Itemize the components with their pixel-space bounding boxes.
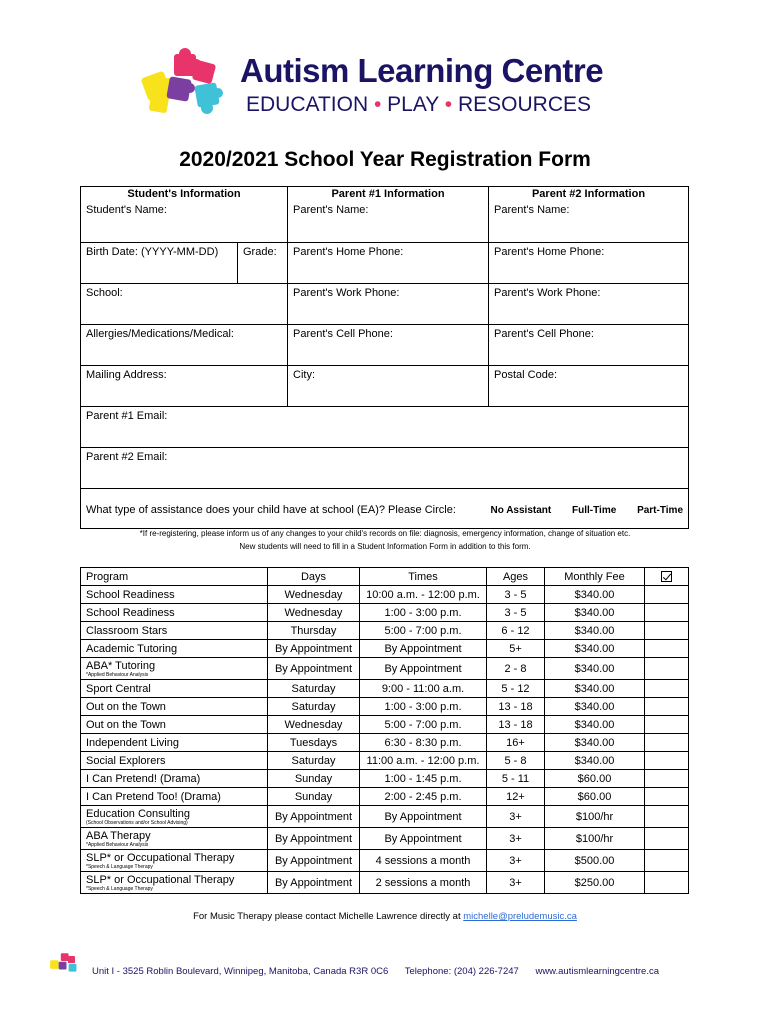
program-cell (81, 622, 268, 640)
program-cell (81, 828, 268, 850)
program-days: Saturday (268, 698, 360, 716)
program-ages: 12+ (487, 788, 545, 806)
ea-question: What type of assistance does your child have at school (EA)? Please Circle: (86, 504, 456, 516)
programs-table (80, 567, 689, 894)
grade-field[interactable]: Grade: (238, 242, 288, 283)
allergies-field[interactable]: Allergies/Medications/Medical: (81, 324, 288, 365)
program-name: Out on the Town (86, 700, 166, 713)
postal-code-field[interactable]: Postal Code: (489, 365, 689, 406)
program-fee: $60.00 (545, 788, 645, 806)
program-times: By Appointment (360, 828, 487, 850)
program-cell (81, 586, 268, 604)
tagline-separator: • (373, 93, 382, 116)
header-ages: Ages (487, 568, 545, 586)
tagline-education: EDUCATION (246, 93, 369, 116)
program-fee: $340.00 (545, 622, 645, 640)
program-row (81, 850, 689, 872)
program-row (81, 698, 689, 716)
program-ages: 5 - 11 (487, 770, 545, 788)
program-select-checkbox[interactable] (645, 806, 689, 828)
header-checkbox (645, 568, 689, 586)
program-days: Saturday (268, 680, 360, 698)
program-ages: 5 - 8 (487, 752, 545, 770)
program-name: Academic Tutoring (86, 642, 178, 655)
program-row (81, 604, 689, 622)
program-name: Sport Central (86, 682, 151, 695)
program-ages: 13 - 18 (487, 716, 545, 734)
program-days: Saturday (268, 752, 360, 770)
program-select-checkbox[interactable] (645, 770, 689, 788)
header-program: Program (81, 568, 268, 586)
school-field[interactable]: School: (81, 283, 288, 324)
program-fee: $340.00 (545, 680, 645, 698)
footer-address: Unit I - 3525 Roblin Boulevard, Winnipeg, Manitoba, Canada R3R 0C6 (92, 966, 389, 977)
program-name: ABA Therapy (86, 829, 151, 842)
program-select-checkbox[interactable] (645, 658, 689, 680)
program-days: By Appointment (268, 658, 360, 680)
program-row (81, 806, 689, 828)
header-days: Days (268, 568, 360, 586)
program-footnote: *Applied Behaviour Analysis (86, 671, 149, 678)
program-name: School Readiness (86, 588, 175, 601)
program-ages: 2 - 8 (487, 658, 545, 680)
program-days: By Appointment (268, 828, 360, 850)
program-select-checkbox[interactable] (645, 698, 689, 716)
footer-puzzle-logo-icon (48, 951, 80, 976)
program-times: 11:00 a.m. - 12:00 p.m. (360, 752, 487, 770)
program-days: Wednesday (268, 604, 360, 622)
tagline-play: PLAY (387, 93, 439, 116)
program-fee: $340.00 (545, 734, 645, 752)
program-row (81, 658, 689, 680)
program-fee: $340.00 (545, 658, 645, 680)
student-name-field[interactable]: Student's Name: (81, 201, 288, 242)
program-select-checkbox[interactable] (645, 828, 689, 850)
program-fee: $340.00 (545, 640, 645, 658)
program-times: 1:00 - 3:00 p.m. (360, 604, 487, 622)
program-times: 4 sessions a month (360, 850, 487, 872)
program-name: SLP* or Occupational Therapy (86, 873, 235, 886)
program-select-checkbox[interactable] (645, 734, 689, 752)
ea-option-part-time[interactable]: Part-Time (637, 505, 684, 516)
student-section-header: Student's Information (81, 187, 288, 202)
parent2-work-phone-field[interactable]: Parent's Work Phone: (489, 283, 689, 324)
program-select-checkbox[interactable] (645, 850, 689, 872)
program-row (81, 622, 689, 640)
program-times: 10:00 a.m. - 12:00 p.m. (360, 586, 487, 604)
checkbox-checked-icon (661, 571, 672, 582)
program-cell (81, 716, 268, 734)
header-monthly-fee: Monthly Fee (545, 568, 645, 586)
program-ages: 5+ (487, 640, 545, 658)
program-cell (81, 752, 268, 770)
program-fee: $340.00 (545, 716, 645, 734)
parent1-home-phone-field[interactable]: Parent's Home Phone: (288, 242, 489, 283)
program-days: By Appointment (268, 850, 360, 872)
program-days: By Appointment (268, 640, 360, 658)
program-ages: 3 - 5 (487, 586, 545, 604)
program-row (81, 770, 689, 788)
program-fee: $340.00 (545, 604, 645, 622)
header-times: Times (360, 568, 487, 586)
program-row (81, 716, 689, 734)
program-select-checkbox[interactable] (645, 640, 689, 658)
program-days: Wednesday (268, 716, 360, 734)
program-ages: 16+ (487, 734, 545, 752)
music-therapy-text: For Music Therapy please contact Michelle Lawrence directly at (193, 911, 461, 922)
program-name: I Can Pretend! (Drama) (86, 772, 201, 785)
program-row (81, 586, 689, 604)
program-select-checkbox[interactable] (645, 716, 689, 734)
program-ages: 13 - 18 (487, 698, 545, 716)
program-times: 5:00 - 7:00 p.m. (360, 622, 487, 640)
program-ages: 5 - 12 (487, 680, 545, 698)
program-cell (81, 872, 268, 894)
program-days: Sunday (268, 770, 360, 788)
program-cell (81, 604, 268, 622)
program-fee: $340.00 (545, 752, 645, 770)
footer-contact (92, 966, 673, 977)
program-name: SLP* or Occupational Therapy (86, 851, 235, 864)
program-fee: $340.00 (545, 586, 645, 604)
program-days: Tuesdays (268, 734, 360, 752)
program-times: 1:00 - 1:45 p.m. (360, 770, 487, 788)
brand-name: Autism Learning Centre (240, 52, 604, 89)
program-fee: $60.00 (545, 770, 645, 788)
program-times: By Appointment (360, 806, 487, 828)
program-days: Sunday (268, 788, 360, 806)
program-select-checkbox[interactable] (645, 622, 689, 640)
program-cell (81, 658, 268, 680)
program-cell (81, 680, 268, 698)
program-cell (81, 734, 268, 752)
program-select-checkbox[interactable] (645, 752, 689, 770)
program-fee: $100/hr (545, 828, 645, 850)
registration-table (80, 186, 689, 529)
program-ages: 6 - 12 (487, 622, 545, 640)
program-footnote: *Speech & Language Therapy (86, 863, 153, 870)
program-fee: $500.00 (545, 850, 645, 872)
program-ages: 3+ (487, 828, 545, 850)
program-times: 9:00 - 11:00 a.m. (360, 680, 487, 698)
program-fee: $100/hr (545, 806, 645, 828)
parent1-email-field[interactable]: Parent #1 Email: (81, 406, 689, 447)
tagline-separator: • (444, 93, 453, 116)
program-name: School Readiness (86, 606, 175, 619)
music-therapy-email-link[interactable]: michelle@preludemusic.ca (463, 911, 577, 922)
program-days: By Appointment (268, 872, 360, 894)
program-select-checkbox[interactable] (645, 586, 689, 604)
parent2-cell-phone-field[interactable]: Parent's Cell Phone: (489, 324, 689, 365)
program-ages: 3+ (487, 850, 545, 872)
program-row (81, 872, 689, 894)
program-footnote: *Applied Behaviour Analysis (86, 841, 149, 848)
program-ages: 3+ (487, 806, 545, 828)
parent2-section-header: Parent #2 Information (489, 187, 689, 202)
program-name: ABA* Tutoring (86, 659, 156, 672)
reregister-note: *If re-registering, please inform us of any changes to your child's records on file: diagnosis, emergency information, change of situation etc. (139, 529, 631, 538)
program-times: By Appointment (360, 658, 487, 680)
program-cell (81, 770, 268, 788)
program-name: Education Consulting (86, 807, 190, 820)
program-name: Social Explorers (86, 754, 166, 767)
program-select-checkbox[interactable] (645, 680, 689, 698)
program-footnote: *Speech & Language Therapy (86, 885, 153, 892)
program-times: By Appointment (360, 640, 487, 658)
program-row (81, 640, 689, 658)
ea-question-row (81, 488, 689, 528)
puzzle-logo-icon (138, 48, 228, 118)
program-ages: 3 - 5 (487, 604, 545, 622)
program-days: By Appointment (268, 806, 360, 828)
program-select-checkbox[interactable] (645, 788, 689, 806)
ea-option-no-assistant[interactable]: No Assistant (490, 505, 552, 516)
program-row (81, 734, 689, 752)
parent1-name-field[interactable]: Parent's Name: (288, 201, 489, 242)
brand-tagline (246, 93, 591, 117)
program-select-checkbox[interactable] (645, 604, 689, 622)
parent1-section-header: Parent #1 Information (288, 187, 489, 202)
mailing-address-field[interactable]: Mailing Address: (81, 365, 288, 406)
program-name: Out on the Town (86, 718, 166, 731)
parent2-email-field[interactable]: Parent #2 Email: (81, 447, 689, 488)
parent1-cell-phone-field[interactable]: Parent's Cell Phone: (288, 324, 489, 365)
ea-option-full-time[interactable]: Full-Time (572, 505, 617, 516)
tagline-resources: RESOURCES (457, 93, 592, 116)
birth-date-field[interactable]: Birth Date: (YYYY-MM-DD) (81, 242, 238, 283)
program-times: 2 sessions a month (360, 872, 487, 894)
program-days: Wednesday (268, 586, 360, 604)
new-student-note: New students will need to fill in a Student Information Form in addition to this form. (239, 542, 531, 551)
program-row (81, 752, 689, 770)
parent1-work-phone-field[interactable]: Parent's Work Phone: (288, 283, 489, 324)
program-row (81, 788, 689, 806)
program-times: 5:00 - 7:00 p.m. (360, 716, 487, 734)
program-fee: $250.00 (545, 872, 645, 894)
program-times: 6:30 - 8:30 p.m. (360, 734, 487, 752)
program-name: I Can Pretend Too! (Drama) (86, 790, 221, 803)
program-times: 1:00 - 3:00 p.m. (360, 698, 487, 716)
program-cell (81, 850, 268, 872)
program-select-checkbox[interactable] (645, 872, 689, 894)
program-footnote: (School Observations and/or School Advising) (86, 819, 188, 826)
program-days: Thursday (268, 622, 360, 640)
program-cell (81, 788, 268, 806)
program-ages: 3+ (487, 872, 545, 894)
parent2-name-field[interactable]: Parent's Name: (489, 201, 689, 242)
music-therapy-note (0, 911, 770, 922)
footer-phone: Telephone: (204) 226-7247 (404, 966, 519, 977)
parent2-home-phone-field[interactable]: Parent's Home Phone: (489, 242, 689, 283)
program-cell (81, 806, 268, 828)
program-times: 2:00 - 2:45 p.m. (360, 788, 487, 806)
program-cell (81, 640, 268, 658)
program-row (81, 828, 689, 850)
program-name: Classroom Stars (86, 624, 168, 637)
program-fee: $340.00 (545, 698, 645, 716)
form-title: 2020/2021 School Year Registration Form (179, 148, 591, 171)
footer-website[interactable]: www.autismlearningcentre.ca (535, 966, 660, 977)
program-name: Independent Living (86, 736, 179, 749)
program-row (81, 680, 689, 698)
program-cell (81, 698, 268, 716)
city-field[interactable]: City: (288, 365, 489, 406)
